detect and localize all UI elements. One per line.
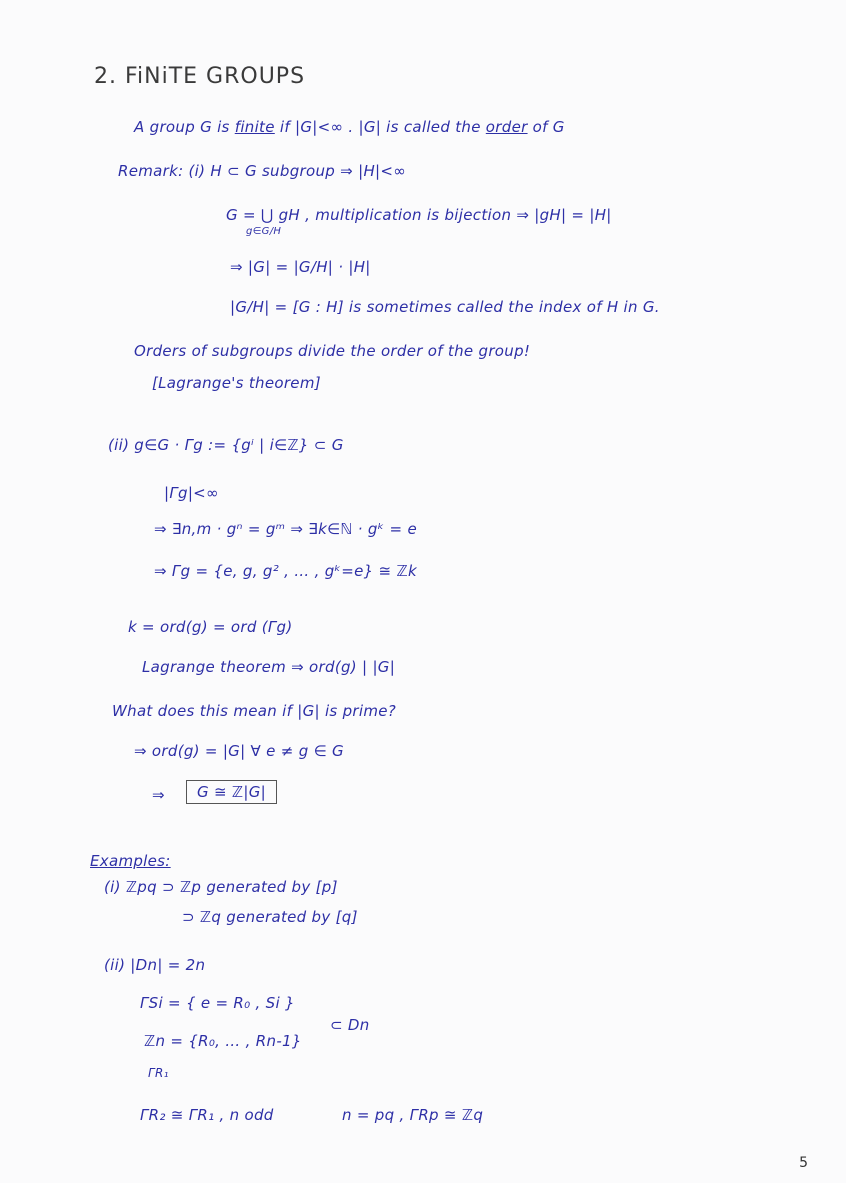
boxed-result: G ≅ ℤ|G| bbox=[186, 780, 277, 804]
prime-question: What does this mean if |G| is prime? bbox=[112, 702, 397, 720]
n-pq-line: n = pq , ΓRp ≅ ℤq bbox=[342, 1106, 484, 1124]
examples-heading: Examples: bbox=[90, 852, 171, 870]
term-finite: finite bbox=[234, 118, 275, 136]
example-ii-line: (ii) |Dn| = 2n bbox=[104, 956, 206, 974]
lagrange-label: [Lagrange's theorem] bbox=[152, 374, 321, 392]
gamma-si-line: ΓSi = { e = R₀ , Si } bbox=[140, 994, 295, 1012]
text-run: if |G|<∞ . |G| is called the bbox=[274, 118, 486, 136]
remark-line: Remark: (i) H ⊂ G subgroup ⇒ |H|<∞ bbox=[118, 162, 407, 180]
page-number: 5 bbox=[799, 1155, 808, 1171]
example-i-line2: ⊃ ℤq generated by [q] bbox=[182, 908, 358, 926]
text-run: A group G is bbox=[134, 118, 235, 136]
gamma-set-line: ⇒ Γg = {e, g, g² , … , gᵏ=e} ≅ ℤk bbox=[154, 562, 417, 580]
exists-line: ⇒ ∃n,m · gⁿ = gᵐ ⇒ ∃k∈ℕ · gᵏ = e bbox=[154, 520, 417, 538]
gamma-finite-line: |Γg|<∞ bbox=[164, 484, 219, 502]
term-order: order bbox=[485, 118, 528, 136]
implies-arrow: ⇒ bbox=[152, 786, 165, 804]
subset-dn: ⊂ Dn bbox=[330, 1016, 370, 1034]
union-line: G = ⋃ gH , multiplication is bijection ⇒ |gH| = |H| bbox=[226, 206, 612, 224]
order-product-line: ⇒ |G| = |G/H| · |H| bbox=[230, 258, 371, 276]
prime-answer: ⇒ ord(g) = |G| ∀ e ≠ g ∈ G bbox=[134, 742, 344, 760]
union-subscript: g∈G/H bbox=[246, 226, 282, 237]
gamma-def-line: (ii) g∈G · Γg := {gⁱ | i∈ℤ} ⊂ G bbox=[108, 436, 344, 454]
definition-line bbox=[134, 118, 565, 136]
gamma-r1-label: ΓR₁ bbox=[148, 1066, 169, 1080]
text-run: of G bbox=[527, 118, 565, 136]
lagrange-theorem-line: Lagrange theorem ⇒ ord(g) | |G| bbox=[142, 658, 396, 676]
section-heading: 2. FiNiTE GROUPS bbox=[94, 64, 306, 89]
ord-line: k = ord(g) = ord (Γg) bbox=[128, 618, 293, 636]
n-odd-line: ΓR₂ ≅ ΓR₁ , n odd bbox=[140, 1106, 274, 1124]
index-line: |G/H| = [G : H] is sometimes called the index of H in G. bbox=[230, 298, 660, 316]
example-i-line1: (i) ℤpq ⊃ ℤp generated by [p] bbox=[104, 878, 338, 896]
zn-line: ℤn = {R₀, … , Rn-1} bbox=[144, 1032, 302, 1050]
orders-line: Orders of subgroups divide the order of the group! bbox=[134, 342, 531, 360]
